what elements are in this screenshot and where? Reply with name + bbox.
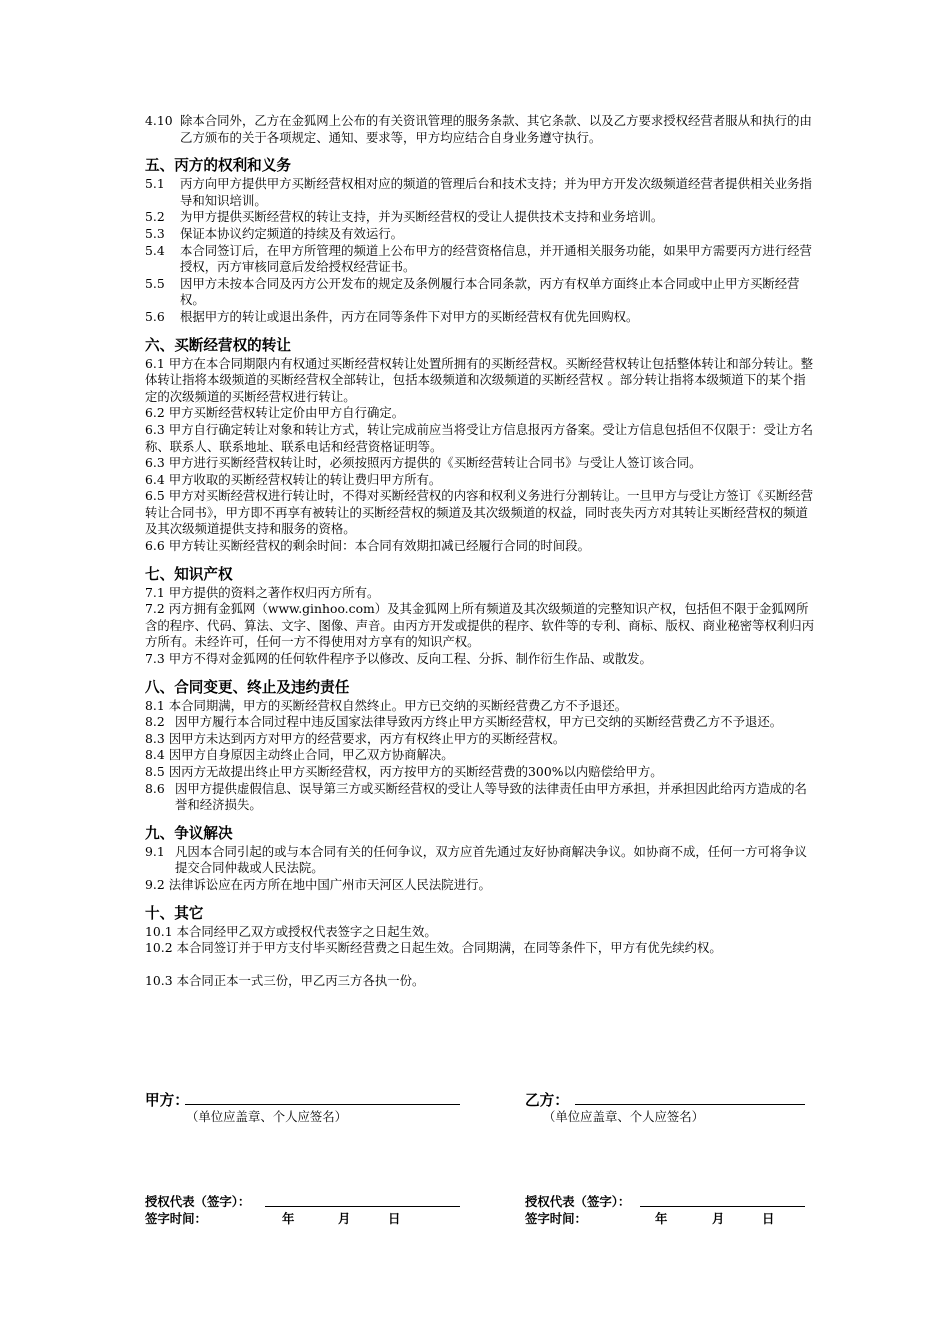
party-b-note: （单位应盖章、个人应签名）	[543, 1109, 705, 1124]
clause-text: 因丙方无故提出终止甲方买断经营权，丙方按甲方的买断经营费的300%以内赔偿给甲方。	[168, 764, 663, 779]
clause-text: 本合同签订后，在甲方所管理的频道上公布甲方的经营资格信息，并开通相关服务功能，如果甲方需要丙方进行经营授权，丙方审核同意后发给授权经营证书。	[180, 242, 812, 275]
clause-number: 6.4	[145, 471, 165, 487]
clause-number: 8.4	[145, 747, 165, 763]
clause-text: 为甲方提供买断经营权的转让支持，并为买断经营权的受让人提供技术支持和业务培训。	[180, 209, 664, 225]
clause	[145, 243, 815, 276]
clause	[145, 356, 815, 406]
clause	[145, 973, 815, 990]
clause-number: 6.1	[145, 355, 165, 371]
clause-text: 本合同签订并于甲方支付毕买断经营费之日起生效。合同期满，在同等条件下，甲方有优先续约权。	[176, 940, 722, 956]
clause-text: 甲方在本合同期限内有权通过买断经营权转让处置所拥有的买断经营权。买断经营权转让包括整体转让和部分转让。整体转让指将本级频道的买断经营权全部转让，包括本级频道和次级频道的买断经营权 。部分转让指将本级频道下的某个指定的次级频道的买断经营权进行转让。	[145, 355, 814, 404]
clause-text: 因甲方提供虚假信息、误导第三方或买断经营权的受让人等导致的法律责任由甲方承担，并承担因此给丙方造成的名誉和经济损失。	[175, 780, 807, 813]
clause	[145, 585, 815, 602]
section-5-heading: 五、丙方的权利和义务	[145, 157, 291, 175]
party-a-month: 月	[338, 1211, 351, 1226]
clause	[145, 226, 815, 243]
clause	[145, 601, 815, 651]
clause-text: 除本合同外，乙方在金狐网上公布的有关资讯管理的服务条款、其它条款、以及乙方要求授权经营者服从和执行的由乙方颁布的关于各项规定、通知、要求等，甲方均应结合自身业务遵守执行。	[180, 113, 812, 145]
clause-number: 5.1	[145, 176, 165, 192]
party-b-label: 乙方：	[525, 1092, 569, 1109]
party-a-time-label: 签字时间：	[145, 1211, 207, 1226]
clause-number: 10.1	[145, 923, 173, 939]
clause	[145, 455, 815, 472]
clause-number: 5.3	[145, 225, 165, 241]
clause	[145, 405, 815, 422]
clause	[145, 309, 815, 326]
clause-4-10	[145, 113, 815, 146]
clause-number: 10.2	[145, 940, 173, 956]
clause	[145, 276, 815, 309]
clause-number: 7.3	[145, 651, 165, 667]
clause-text: 丙方拥有金狐网（www.ginhoo.com）及其金狐网上所有频道及其次级频道的完整知识产权，包括但不限于金狐网所含的程序、代码、算法、文字、图像、声音。由丙方开发或提供的程序、软件等的专利、商标、版权、商业秘密等权利归丙方所有。未经许可，任何一方不得使用对方享有的知识产权。	[145, 601, 815, 650]
clause	[145, 940, 815, 957]
clause-number: 8.1	[145, 697, 165, 713]
party-b-rep-label: 授权代表（签字）：	[525, 1194, 631, 1209]
clause	[145, 781, 815, 814]
clause-text: 因甲方未达到丙方对甲方的经营要求，丙方有权终止甲方的买断经营权。	[168, 730, 566, 746]
clause-number: 10.3	[145, 972, 173, 988]
party-a-signature-line[interactable]	[185, 1104, 460, 1105]
party-a-year: 年	[282, 1211, 295, 1226]
clause-number: 4.10	[145, 113, 173, 128]
clause	[145, 488, 815, 538]
clause-text: 甲方转让买断经营权的剩余时间：本合同有效期扣减已经履行合同的时间段。	[168, 538, 590, 554]
clause	[145, 747, 815, 764]
clause-number: 8.3	[145, 730, 165, 746]
clause	[145, 651, 815, 668]
clause-text: 因甲方履行本合同过程中违反国家法律导致丙方终止甲方买断经营权，甲方已交纳的买断经营费乙方不予退还。	[175, 714, 783, 730]
clause-text: 本合同期满，甲方的买断经营权自然终止。甲方已交纳的买断经营费乙方不予退还。	[168, 697, 628, 713]
section-10-heading: 十、其它	[145, 904, 204, 922]
clause-text: 甲方买断经营权转让定价由甲方自行确定。	[168, 405, 405, 421]
clause	[145, 422, 815, 455]
clause-text: 甲方不得对金狐网的任何软件程序予以修改、反向工程、分拆、制作衍生作品、或散发。	[168, 651, 652, 667]
spacer	[145, 957, 815, 973]
clause	[145, 698, 815, 715]
clause-text: 甲方自行确定转让对象和转让方式，转让完成前应当将受让方信息报丙方备案。受让方信息包括但不仅限于：受让方名称、联系人、联系地址、联系电话和经营资格证明等。	[145, 421, 814, 454]
party-b-year: 年	[655, 1211, 668, 1226]
clause-text: 保证本协议约定频道的持续及有效运行。	[180, 225, 404, 241]
clause	[145, 714, 815, 731]
section-7-heading: 七、知识产权	[145, 565, 233, 583]
clause-number: 6.5	[145, 488, 165, 504]
clause	[145, 538, 815, 555]
clause-text: 凡因本合同引起的或与本合同有关的任何争议，双方应首先通过友好协商解决争议。如协商不成，任何一方可将争议提交合同仲裁或人民法院。	[175, 843, 807, 876]
clause	[145, 176, 815, 209]
party-b-time-label: 签字时间：	[525, 1211, 587, 1226]
clause-text: 因甲方自身原因主动终止合同，甲乙双方协商解决。	[168, 747, 454, 763]
clause-number: 7.1	[145, 584, 165, 600]
contract-body	[145, 113, 815, 989]
clause-number: 8.2	[145, 714, 165, 730]
clause-text: 根据甲方的转让或退出条件，丙方在同等条件下对甲方的买断经营权有优先回购权。	[180, 308, 639, 324]
clause-number: 5.4	[145, 242, 165, 258]
party-a-rep-label: 授权代表（签字）：	[145, 1194, 251, 1209]
clause-number: 6.2	[145, 405, 165, 421]
party-a-day: 日	[388, 1211, 401, 1226]
clause-number: 6.6	[145, 538, 165, 554]
clause-number: 7.2	[145, 601, 165, 617]
clause-text: 甲方对买断经营权进行转让时，不得对买断经营权的内容和权利义务进行分割转让。一旦甲方与受让方签订《买断经营转让合同书》，甲方即不再享有被转让的买断经营权的频道及其次级频道的权益，同时丧失丙方对其转让买断经营权的频道及其次级频道提供支持和服务的资格。	[145, 488, 814, 537]
clause	[145, 764, 815, 781]
clause-text: 甲方进行买断经营权转让时，必须按照丙方提供的《买断经营转让合同书》与受让人签订该合同。	[168, 455, 702, 471]
clause-text: 本合同经甲乙双方或授权代表签字之日起生效。	[176, 923, 437, 939]
party-a-label: 甲方：	[145, 1092, 189, 1109]
party-b-rep-line[interactable]	[640, 1206, 805, 1207]
clause	[145, 731, 815, 748]
clause-text: 法律诉讼应在丙方所在地中国广州市天河区人民法院进行。	[168, 876, 491, 892]
clause-number: 5.2	[145, 209, 165, 225]
clause-text: 本合同正本一式三份，甲乙丙三方各执一份。	[176, 972, 425, 988]
party-b-month: 月	[712, 1211, 725, 1226]
party-b-signature-line[interactable]	[575, 1104, 805, 1105]
party-a-rep-line[interactable]	[265, 1206, 460, 1207]
clause	[145, 877, 815, 894]
clause-number: 5.6	[145, 308, 165, 324]
party-b-day: 日	[762, 1211, 775, 1226]
section-6-heading: 六、买断经营权的转让	[145, 336, 291, 354]
clause	[145, 209, 815, 226]
clause-number: 6.3	[145, 421, 165, 437]
party-a-note: （单位应盖章、个人应签名）	[186, 1109, 348, 1124]
clause-number: 8.5	[145, 764, 165, 779]
clause-text: 甲方收取的买断经营权转让的转让费归甲方所有。	[168, 471, 442, 487]
section-8-heading: 八、合同变更、终止及违约责任	[145, 678, 350, 696]
clause-number: 9.2	[145, 876, 165, 892]
clause	[145, 472, 815, 489]
clause-text: 丙方向甲方提供甲方买断经营权相对应的频道的管理后台和技术支持；并为甲方开发次级频道经营者提供相关业务指导和知识培训。	[180, 176, 812, 208]
clause-number: 9.1	[145, 843, 165, 859]
clause-number: 8.6	[145, 780, 165, 796]
clause-number: 5.5	[145, 275, 165, 291]
clause	[145, 844, 815, 877]
clause-number: 6.3	[145, 455, 165, 471]
clause-text: 甲方提供的资料之著作权归丙方所有。	[168, 584, 380, 600]
clause	[145, 924, 815, 941]
section-9-heading: 九、争议解决	[145, 824, 233, 842]
clause-text: 因甲方未按本合同及丙方公开发布的规定及条例履行本合同条款，丙方有权单方面终止本合同或中止甲方买断经营权。	[180, 275, 800, 308]
